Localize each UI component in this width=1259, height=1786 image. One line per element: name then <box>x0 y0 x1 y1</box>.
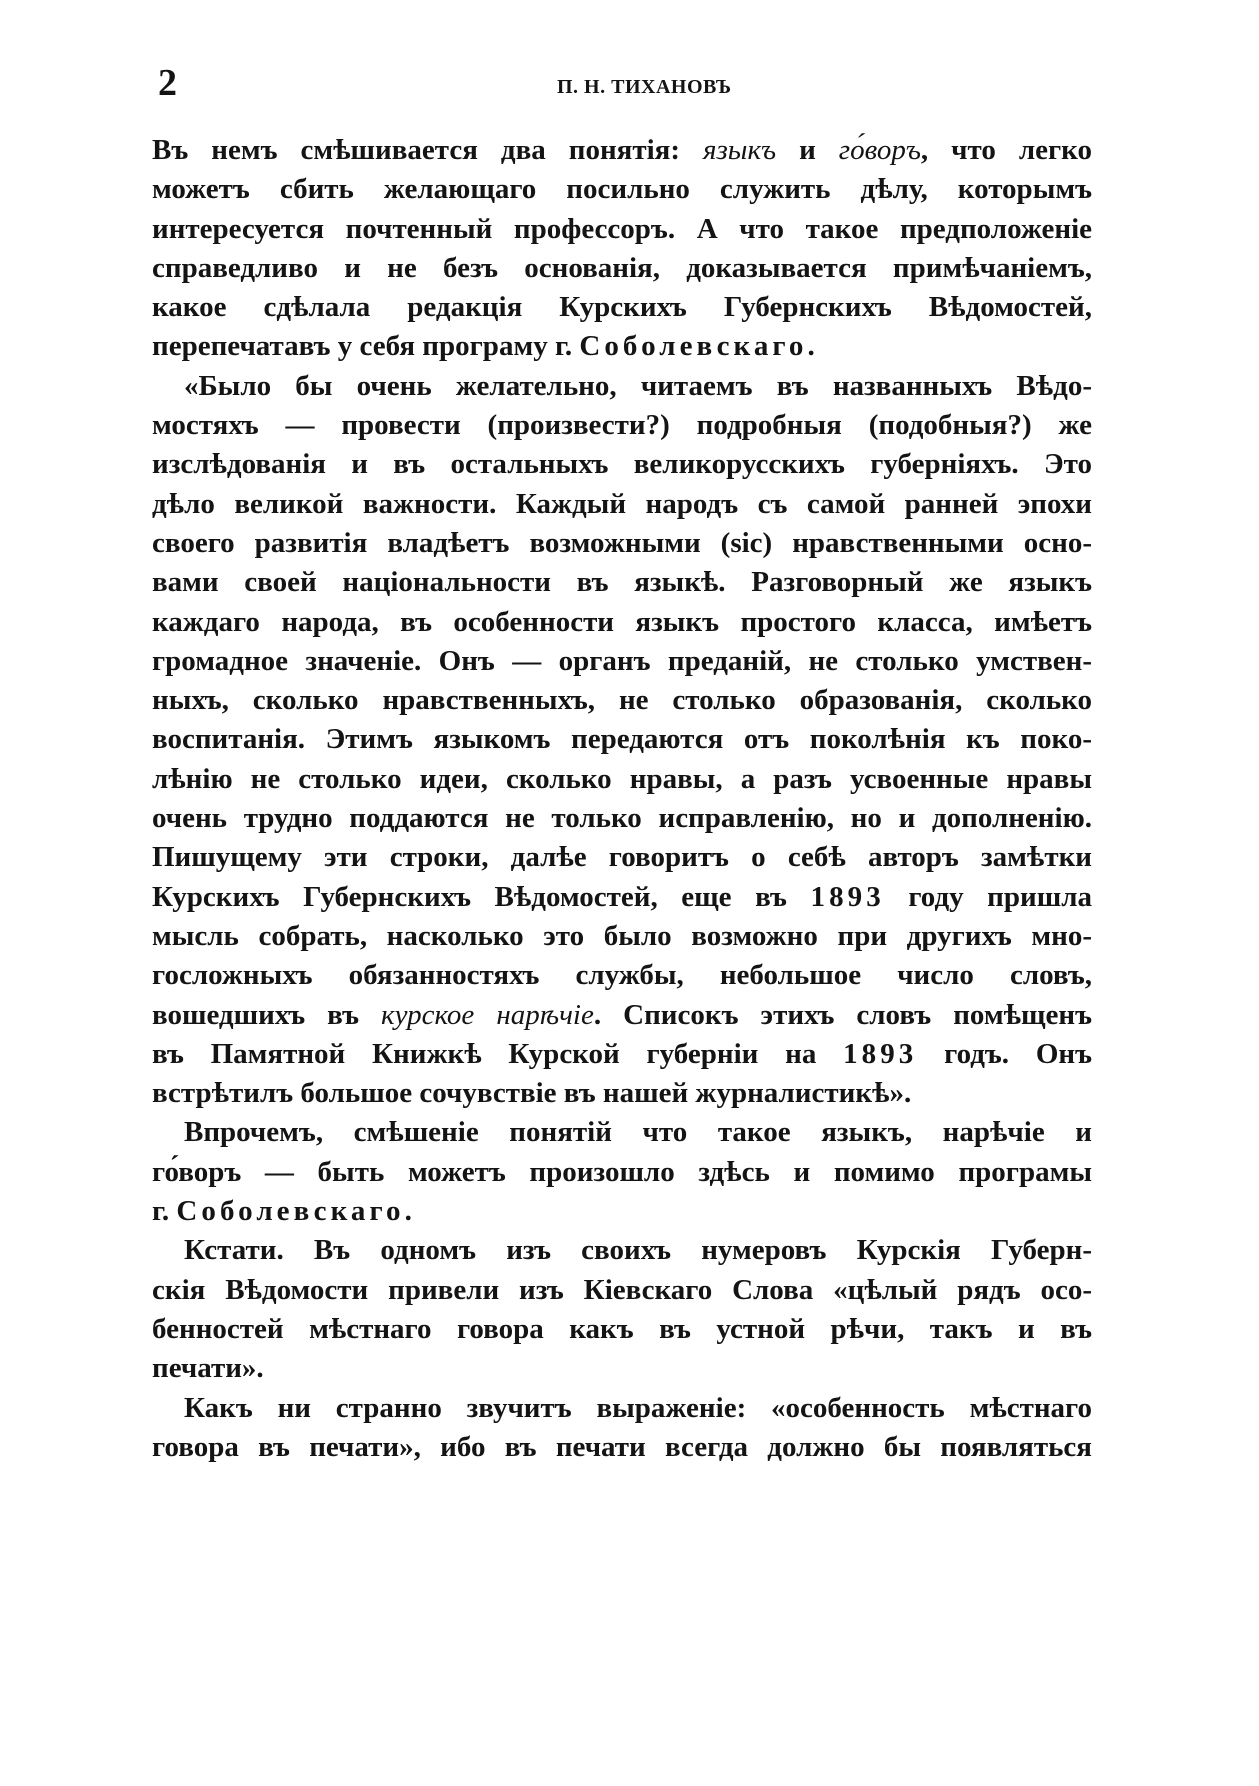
text-line <box>152 996 1092 1035</box>
text-segment: интересуется почтенный профессоръ. А что такое предположеніе <box>152 212 1092 245</box>
paragraph <box>152 367 1092 1114</box>
text-line <box>152 760 1092 799</box>
text-line <box>152 1231 1092 1270</box>
text-segment: го́воръ — быть можетъ произошло здѣсь и помимо програмы <box>152 1155 1092 1188</box>
text-line <box>152 603 1092 642</box>
text-segment: изслѣдованія и въ остальныхъ великорусскихъ губерніяхъ. Это <box>152 448 1092 481</box>
text-segment: Впрочемъ, смѣшеніе понятій что такое языкъ, нарѣчіе и <box>184 1116 1092 1149</box>
text-segment: . <box>404 1195 412 1228</box>
text-line <box>152 367 1092 406</box>
text-segment: Пишущему эти строки, далѣе говоритъ о себѣ авторъ замѣтки <box>152 841 1092 874</box>
text-line <box>152 445 1092 484</box>
text-line <box>152 917 1092 956</box>
paragraph <box>152 1231 1092 1388</box>
text-line <box>152 1349 1092 1388</box>
text-segment: можетъ сбить желающаго посильно служить дѣлу, которымъ <box>152 173 1092 206</box>
text-segment: ныхъ, сколько нравственныхъ, не столько образованія, сколько <box>152 684 1092 717</box>
text-line <box>152 210 1092 249</box>
text-line <box>152 131 1092 170</box>
text-line <box>152 485 1092 524</box>
text-segment: вами своей національности въ языкѣ. Разговорный же языкъ <box>152 566 1092 599</box>
text-segment: въ Памятной Книжкѣ Курской губерніи на <box>152 1037 844 1070</box>
text-segment: Курскихъ Губернскихъ Вѣдомостей, еще въ <box>152 880 811 913</box>
italic-text: го́воръ <box>838 134 921 166</box>
text-segment: бенностей мѣстнаго говора какъ въ устной рѣчи, такъ и въ <box>152 1312 1092 1345</box>
text-segment: какое сдѣлала редакція Курскихъ Губернскихъ Вѣдомостей, <box>152 291 1092 324</box>
running-title: П. Н. ТИХАНОВЪ <box>557 76 732 98</box>
text-segment: , что легко <box>920 134 1092 166</box>
text-segment: мостяхъ — провести (произвести?) подробныя (подобныя?) же <box>152 409 1092 442</box>
spaced-text: Соболевскаго <box>579 330 808 363</box>
spaced-text: 1893 <box>843 1037 918 1070</box>
text-line <box>152 878 1092 917</box>
text-segment: Кстати. Въ одномъ изъ своихъ нумеровъ Курскія Губерн- <box>184 1234 1092 1267</box>
text-segment: громадное значеніе. Онъ — органъ преданій, не столько умствен- <box>152 644 1092 677</box>
text-segment: дѣло великой важности. Каждый народъ съ самой ранней эпохи <box>152 487 1092 520</box>
text-line <box>152 1428 1092 1467</box>
text-segment: госложныхъ обязанностяхъ службы, небольшое число словъ, <box>152 959 1092 992</box>
text-line <box>152 563 1092 602</box>
text-line <box>152 799 1092 838</box>
text-segment: своего развитія владѣетъ возможными (sic) нравственными осно- <box>152 526 1092 559</box>
text-line <box>152 406 1092 445</box>
page-header <box>0 0 1259 120</box>
text-segment: . <box>807 330 815 363</box>
text-segment: очень трудно поддаются не только исправленію, но и дополненію. <box>152 802 1092 835</box>
paragraph <box>152 1113 1092 1231</box>
text-segment: печати». <box>152 1352 264 1385</box>
italic-text: языкъ <box>703 134 777 166</box>
text-segment: каждаго народа, въ особенности языкъ простого класса, имѣетъ <box>152 605 1092 638</box>
text-line <box>152 1074 1092 1113</box>
text-line <box>152 249 1092 288</box>
text-segment: . Списокъ этихъ словъ помѣщенъ <box>593 998 1092 1031</box>
text-segment: мысль собрать, насколько это было возможно при другихъ мно- <box>152 919 1092 952</box>
text-line <box>152 1310 1092 1349</box>
text-line <box>152 720 1092 759</box>
text-line <box>152 524 1092 563</box>
text-line <box>152 170 1092 209</box>
text-segment: встрѣтилъ большое сочувствіе въ нашей журналистикѣ». <box>152 1077 912 1110</box>
text-segment: воспитанія. Этимъ языкомъ передаются отъ поколѣнія къ поко- <box>152 723 1092 756</box>
text-segment: справедливо и не безъ основанія, доказывается примѣчаніемъ, <box>152 251 1092 284</box>
text-segment: говора въ печати», ибо въ печати всегда должно бы появляться <box>152 1430 1092 1463</box>
text-segment: Въ немъ смѣшивается два понятія: <box>152 134 704 166</box>
text-line <box>152 327 1092 366</box>
text-segment: годъ. Онъ <box>917 1037 1092 1070</box>
spaced-text: Соболевскаго <box>176 1195 405 1228</box>
text-segment: лѣнію не столько идеи, сколько нравы, а разъ усвоенные нравы <box>152 762 1092 795</box>
text-line <box>152 1113 1092 1152</box>
italic-text: курское нарѣчіе <box>381 998 594 1031</box>
body-text <box>152 131 1092 1467</box>
text-line <box>152 1153 1092 1192</box>
text-segment: «Было бы очень желательно, читаемъ въ названныхъ Вѣдо- <box>184 369 1092 402</box>
text-line <box>152 1389 1092 1428</box>
page-number: 2 <box>158 62 177 104</box>
text-line <box>152 642 1092 681</box>
paragraph-continued <box>152 131 1092 367</box>
text-segment: Какъ ни странно звучитъ выраженіе: «особенность мѣстнаго <box>184 1391 1092 1424</box>
text-line <box>152 1271 1092 1310</box>
text-segment: году пришла <box>884 880 1092 913</box>
text-line <box>152 838 1092 877</box>
text-line <box>152 681 1092 720</box>
text-segment: вошедшихъ въ <box>152 998 382 1031</box>
text-line <box>152 288 1092 327</box>
paragraph <box>152 1389 1092 1468</box>
text-line <box>152 956 1092 995</box>
text-line <box>152 1035 1092 1074</box>
text-segment: и <box>776 134 839 166</box>
text-segment: скія Вѣдомости привели изъ Кіевскаго Слова «цѣлый рядъ осо- <box>152 1273 1092 1306</box>
spaced-text: 1893 <box>810 880 885 913</box>
text-segment: перепечатавъ у себя програму г. <box>152 330 580 363</box>
text-segment: г. <box>152 1195 177 1228</box>
text-line <box>152 1192 1092 1231</box>
